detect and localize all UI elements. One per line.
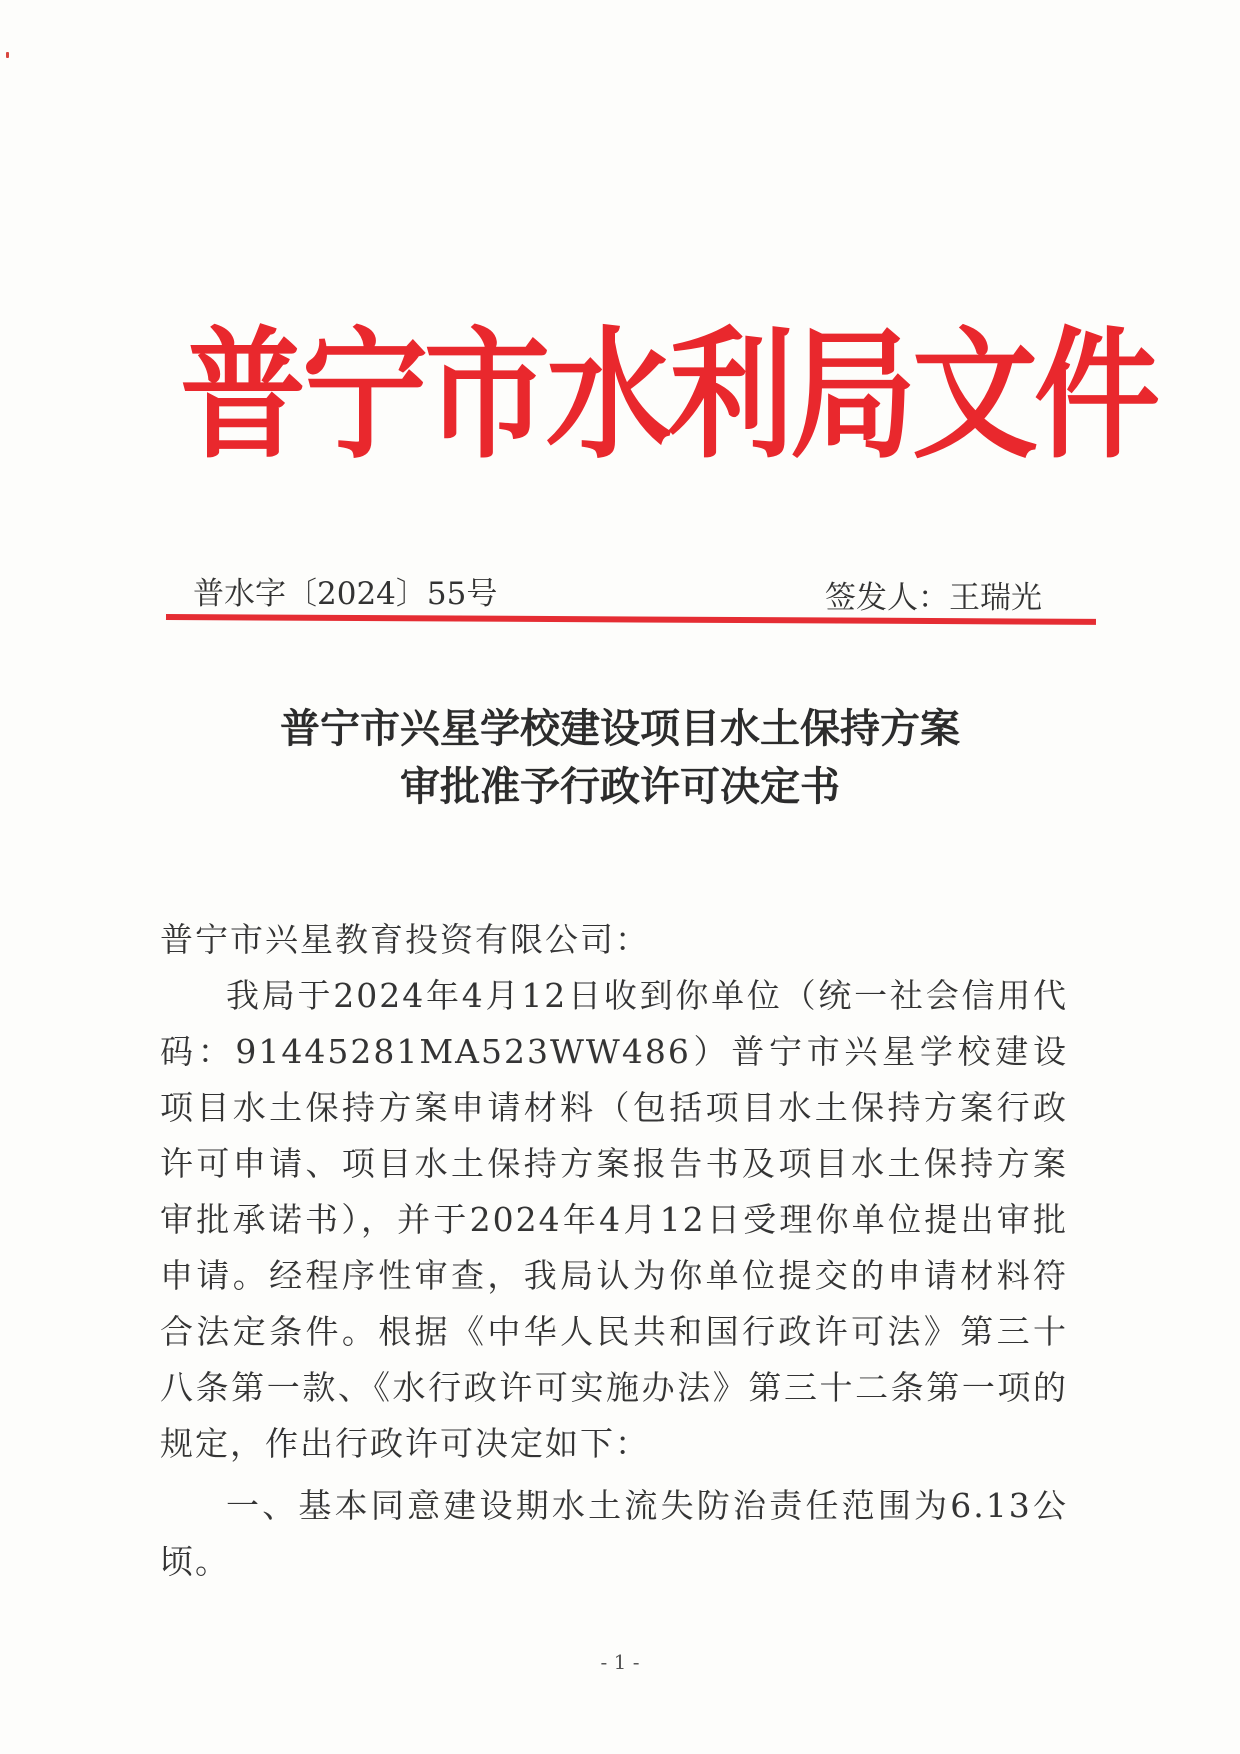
page-number: - 1 - (600, 1650, 640, 1674)
issuing-authority-header: 普宁市水利局文件 (180, 312, 1156, 478)
document-number: 普水字〔2024〕55号 (193, 576, 498, 612)
document-body (160, 912, 1068, 1590)
signer: 签发人：王瑞光 (825, 580, 1042, 616)
document-title-line-1: 普宁市兴星学校建设项目水土保持方案 (280, 705, 960, 752)
red-speck (6, 52, 9, 58)
addressee: 普宁市兴星教育投资有限公司： (160, 920, 650, 959)
document-title-line-2: 审批准予行政许可决定书 (400, 763, 840, 810)
decision-item-1: 一、基本同意建设期水土流失防治责任范围为6.13公顷。 (160, 1486, 1068, 1581)
body-paragraph-1: 我局于2024年4月12日收到你单位（统一社会信用代码：91445281MA523WW486）普宁市兴星学校建设项目水土保持方案申请材料（包括项目水土保持方案行政许可申请、项目水土保持方案报告书及项目水土保持方案审批承诺书），并于2024年4月12日受理你单位提出审批申请。经程序性审查，我局认为你单位提交的申请材料符合法定条件。根据《中华人民共和国行政许可法》第三十八条第一款、《水行政许可实施办法》第三十二条第一项的规定，作出行政许可决定如下： (160, 976, 1068, 1463)
document-title (150, 700, 1090, 816)
